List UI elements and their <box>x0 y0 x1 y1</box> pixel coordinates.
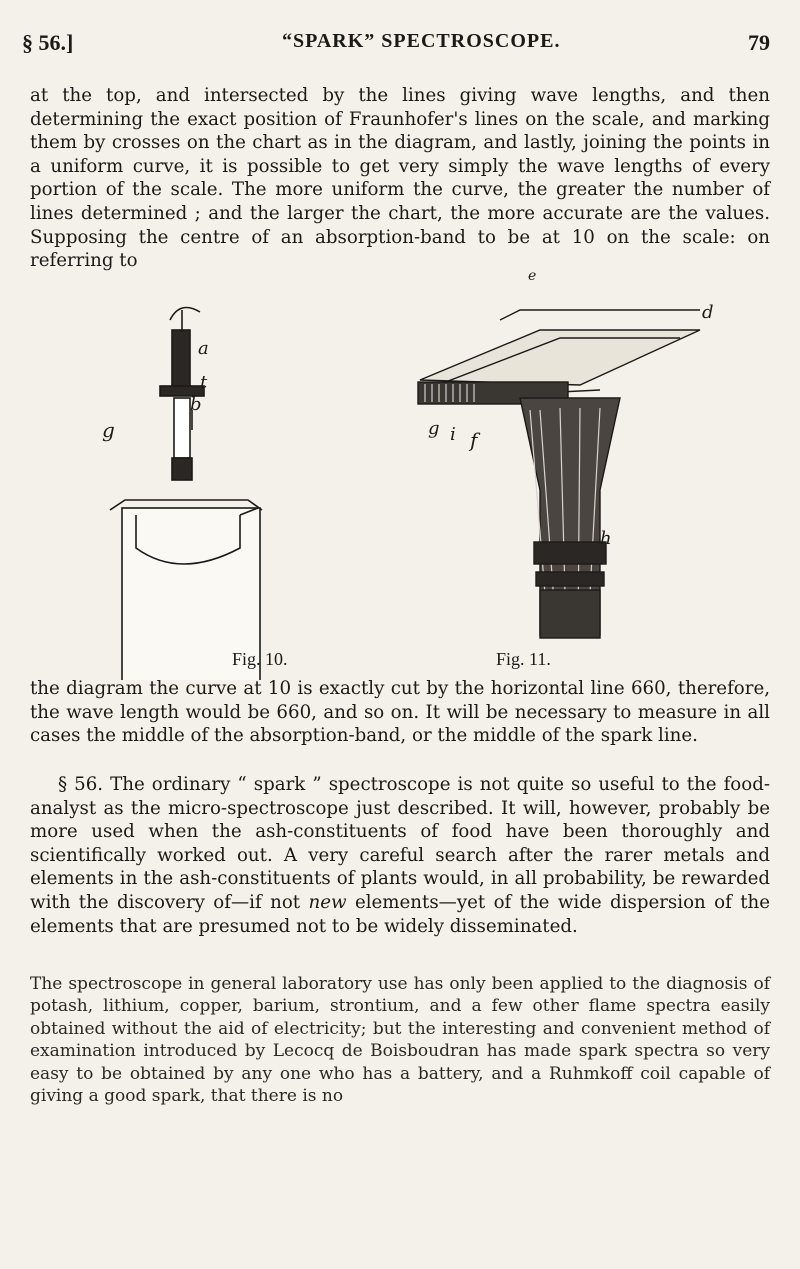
running-title: “SPARK” SPECTROSCOPE. <box>282 30 561 52</box>
section-56-text: § 56. The ordinary “ spark ” spectroscope is not quite so useful to the food-analyst as the micro-spectroscope just described. It will, however, probably be more used when the ash-constituents of food have been thoroughly and scientifically worked out. A very careful search after the rarer metals and elements in the ash-constituents of plants would, in all probability, be rewarded with the discovery of—if not <box>30 774 770 913</box>
fig10-label-a: a <box>198 338 209 359</box>
fig10-label-g: g <box>102 418 115 442</box>
fig11-label-e: e <box>528 268 537 284</box>
paragraph-laboratory-use: The spectroscope in general laboratory use has only been applied to the diagnosis of potash, lithium, copper, barium, strontium, and a few other flame spectra easily obtained without the aid of electricity; but the interesting and convenient method of examination introduced by Lecocq de Boisboudran has made spark spectra so very easy to be obtained by any one who has a battery, and a Ruhmkoff coil capable of giving a good spark, that there is no <box>30 974 770 1107</box>
fig11-illustration <box>0 290 800 680</box>
fig10-label-t: t <box>200 372 208 393</box>
emphasis-new: new <box>308 891 347 913</box>
paragraph-diagram-reading: the diagram the curve at 10 is exactly cut by the horizontal line 660, therefore, the wave length would be 660, and so on. It will be necessary to measure in all cases the middle of the absorption-band, or the middle of the spark line. <box>30 678 770 747</box>
paragraph-section-56 <box>30 773 770 938</box>
fig10-label-b: b <box>190 394 202 415</box>
fig11-label-d: d <box>702 302 714 323</box>
running-header <box>22 30 770 58</box>
fig10-caption: Fig. 10. <box>232 649 288 669</box>
fig11-label-h: h <box>600 528 612 549</box>
figures-area <box>0 268 800 680</box>
fig11-label-i: i <box>450 424 456 445</box>
section-mark: § 56.] <box>22 30 74 55</box>
fig11-label-g: g <box>428 418 440 439</box>
fig11-caption: Fig. 11. <box>496 649 551 669</box>
paragraph-chart-method: at the top, and intersected by the lines giving wave lengths, and then determining the exact position of Fraunhofer's lines on the scale, and marking them by crosses on the chart as in the diagram, and lastly, joining the points in a uniform curve, it is possible to get very simply the wave lengths of every portion of the scale. The more uniform the curve, the greater the number of lines determined ; and the larger the chart, the more accurate are the values. Supposing the centre of an absorption-band to be at 10 on the scale: on referring to <box>30 85 770 272</box>
fig11-label-f: f <box>470 428 478 452</box>
page-number: 79 <box>748 30 770 55</box>
section-56-tail: elements—yet of the wide dispersion of the elements that are presumed not to be widely disseminated. <box>30 891 770 937</box>
